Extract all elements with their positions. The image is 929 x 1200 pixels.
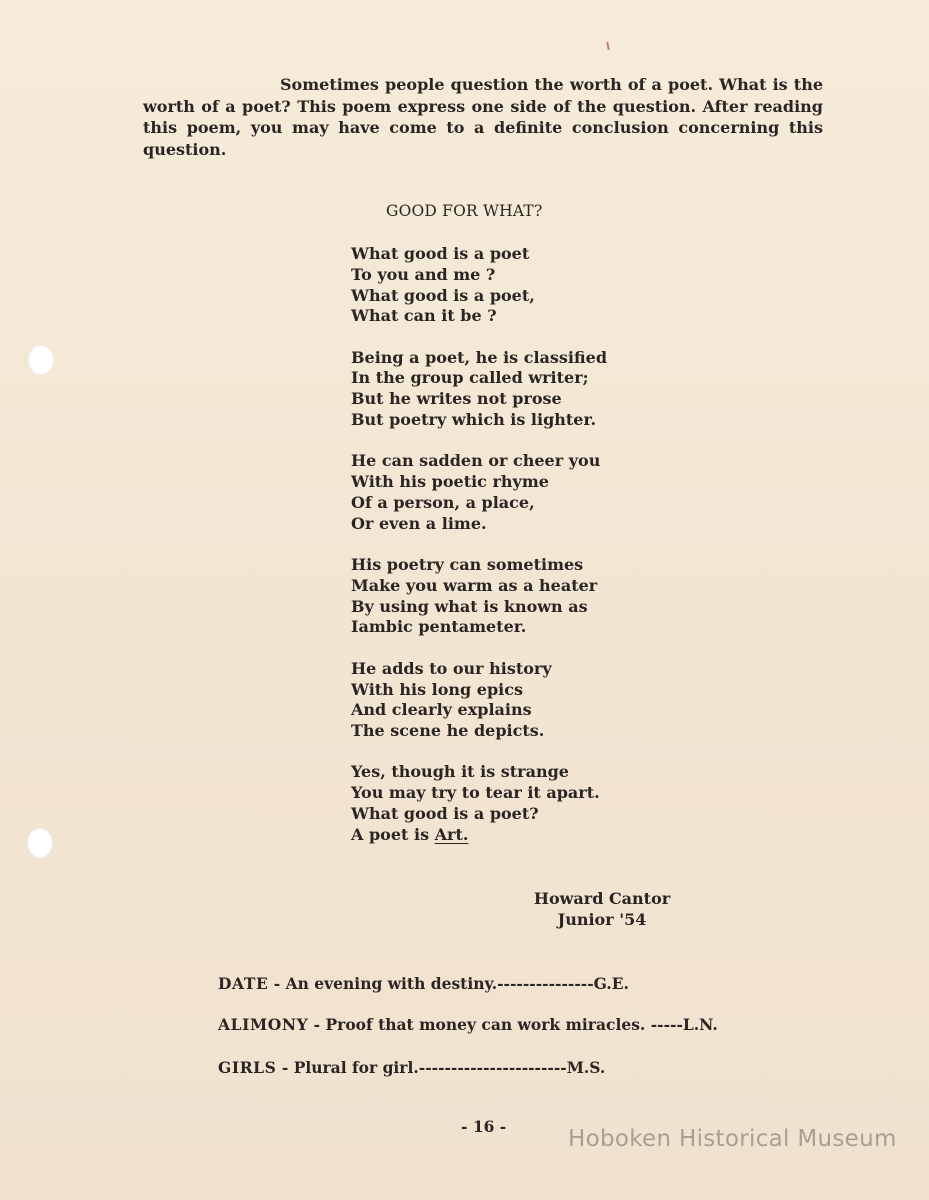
definition-item (218, 1015, 718, 1034)
ink-mark (606, 42, 610, 50)
poem-line: Iambic pentameter. (351, 617, 527, 637)
stanza-1 (351, 244, 681, 327)
stanza-3 (351, 451, 681, 534)
author-name: Howard Cantor (533, 889, 671, 908)
definition-text: Proof that money can work miracles. (325, 1015, 646, 1034)
definition-separator: - (276, 1058, 294, 1077)
definition-text: An evening with destiny. (285, 974, 498, 993)
definition-separator: - (268, 974, 286, 993)
definition-separator: - (308, 1015, 326, 1034)
punch-hole-bottom (27, 828, 53, 858)
final-line-emphasis: Art. (434, 824, 469, 844)
poem-line: And clearly explains (351, 700, 532, 720)
definition-item (218, 974, 629, 993)
poem-line: What can it be ? (351, 306, 497, 326)
poem-line: With his poetic rhyme (351, 472, 549, 492)
poem-line: With his long epics (351, 679, 523, 699)
poem-line: You may try to tear it apart. (351, 783, 600, 803)
final-line-prefix: A poet is (351, 824, 435, 844)
definition-dashes: ----------------------- (418, 1058, 567, 1077)
definition-dashes: --------------- (497, 974, 594, 993)
poem-line: The scene he depicts. (351, 721, 545, 741)
poem-title: GOOD FOR WHAT? (386, 202, 543, 220)
poem-final-line (351, 825, 681, 846)
poem-line: What good is a poet, (351, 285, 535, 305)
definition-dashes: ----- (645, 1015, 683, 1034)
definition-initials: G.E. (593, 974, 629, 993)
definition-item (218, 1058, 605, 1077)
author-class: Junior '54 (557, 910, 647, 929)
stanza-2 (351, 348, 681, 431)
definition-term: ALIMONY (218, 1015, 309, 1034)
poem-line: Being a poet, he is classified (351, 347, 607, 367)
poem-line: But poetry which is lighter. (351, 410, 597, 430)
poem-line: Of a person, a place, (351, 492, 535, 512)
poem-line: But he writes not prose (351, 389, 562, 409)
definition-term: GIRLS (218, 1058, 277, 1077)
poem-line: To you and me ? (351, 264, 496, 284)
page-number: - 16 - (461, 1117, 507, 1136)
poem-body (351, 244, 681, 866)
punch-hole-top (28, 345, 54, 375)
poem-line: Make you warm as a heater (351, 575, 598, 595)
poem-line: By using what is known as (351, 596, 588, 616)
poem-line: In the group called writer; (351, 368, 589, 388)
poem-line: Yes, though it is strange (351, 762, 569, 782)
watermark-text: Hoboken Historical Museum (568, 1126, 897, 1152)
poem-line: What good is a poet (351, 244, 530, 263)
stanza-4 (351, 555, 681, 638)
author-block (532, 888, 672, 930)
stanza-5 (351, 659, 681, 742)
definition-text: Plural for girl. (293, 1058, 419, 1077)
intro-paragraph: Sometimes people question the worth of a poet. What is the worth of a poet? This poem express one side of the question. After reading this poem, you may have come to a definite conclusion concerning this question. (143, 75, 823, 159)
poem-line: He can sadden or cheer you (351, 451, 601, 471)
definition-initials: L.N. (682, 1015, 718, 1034)
definition-initials: M.S. (566, 1058, 606, 1077)
poem-line: What good is a poet? (351, 804, 539, 824)
poem-line: He adds to our history (351, 658, 552, 678)
poem-line: Or even a lime. (351, 513, 487, 533)
definition-term: DATE (218, 974, 269, 993)
stanza-6 (351, 762, 681, 845)
poem-line: His poetry can sometimes (351, 555, 584, 575)
